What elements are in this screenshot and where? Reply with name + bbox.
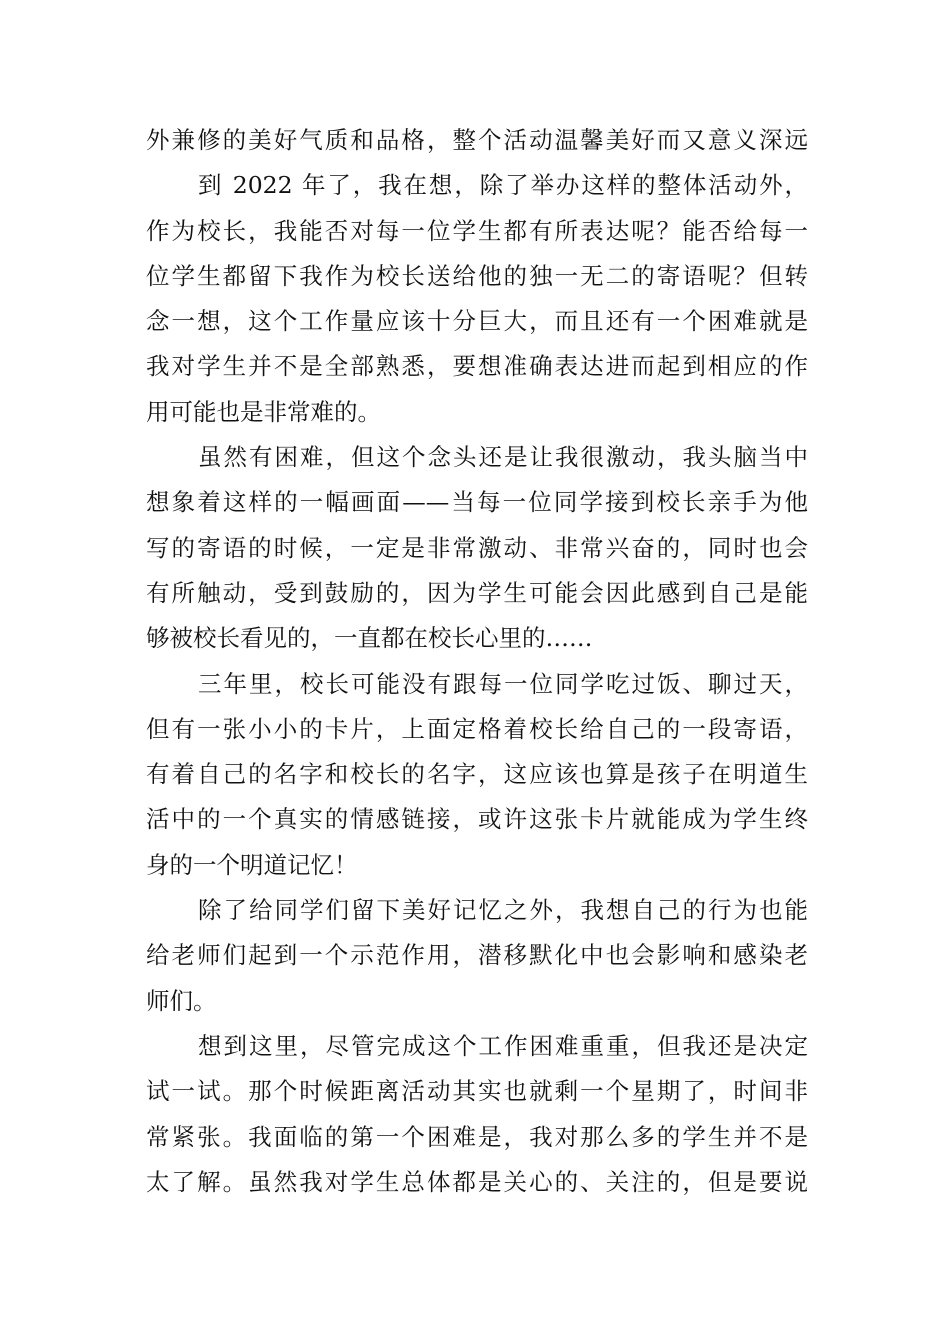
text-line: 三年里，校长可能没有跟每一位同学吃过饭、聊过天，: [198, 669, 808, 698]
text-line: 想到这里，尽管完成这个工作困难重重，但我还是决定: [198, 1031, 808, 1060]
text-line: 试一试。那个时候距离活动其实也就剩一个星期了，时间非: [146, 1077, 808, 1106]
text-line: 想象着这样的一幅画面——当每一位同学接到校长亲手为他: [146, 488, 808, 517]
text-line: 给老师们起到一个示范作用，潜移默化中也会影响和感染老: [146, 941, 808, 970]
text-line: 念一想，这个工作量应该十分巨大，而且还有一个困难就是: [146, 307, 808, 336]
text-line: 用可能也是非常难的。: [146, 397, 381, 426]
text-line: 虽然有困难，但这个念头还是让我很激动，我头脑当中: [198, 443, 808, 472]
text-line: 到 2022 年了，我在想，除了举办这样的整体活动外，: [198, 171, 808, 200]
text-line: 有所触动，受到鼓励的，因为学生可能会因此感到自己是能: [146, 578, 808, 607]
text-line: 太了解。虽然我对学生总体都是关心的、关注的，但是要说: [146, 1167, 808, 1196]
text-line: 但有一张小小的卡片，上面定格着校长给自己的一段寄语，: [146, 714, 808, 743]
text-line: 作为校长，我能否对每一位学生都有所表达呢？能否给每一: [146, 216, 808, 245]
text-line: 够被校长看见的，一直都在校长心里的……: [146, 624, 593, 653]
text-line: 我对学生并不是全部熟悉，要想准确表达进而起到相应的作: [146, 352, 808, 381]
text-line: 除了给同学们留下美好记忆之外，我想自己的行为也能: [198, 896, 808, 925]
text-line: 外兼修的美好气质和品格，整个活动温馨美好而又意义深远: [146, 126, 808, 154]
text-line: 活中的一个真实的情感链接，或许这张卡片就能成为学生终: [146, 805, 808, 834]
text-line: 写的寄语的时候，一定是非常激动、非常兴奋的，同时也会: [146, 533, 808, 562]
text-line: 有着自己的名字和校长的名字，这应该也算是孩子在明道生: [146, 760, 808, 789]
text-line: 常紧张。我面临的第一个困难是，我对那么多的学生并不是: [146, 1122, 808, 1151]
text-line: 位学生都留下我作为校长送给他的独一无二的寄语呢？但转: [146, 261, 808, 290]
body-text: [146, 118, 808, 1205]
text-line: 师们。: [146, 986, 217, 1015]
text-line: 身的一个明道记忆！: [146, 850, 358, 879]
